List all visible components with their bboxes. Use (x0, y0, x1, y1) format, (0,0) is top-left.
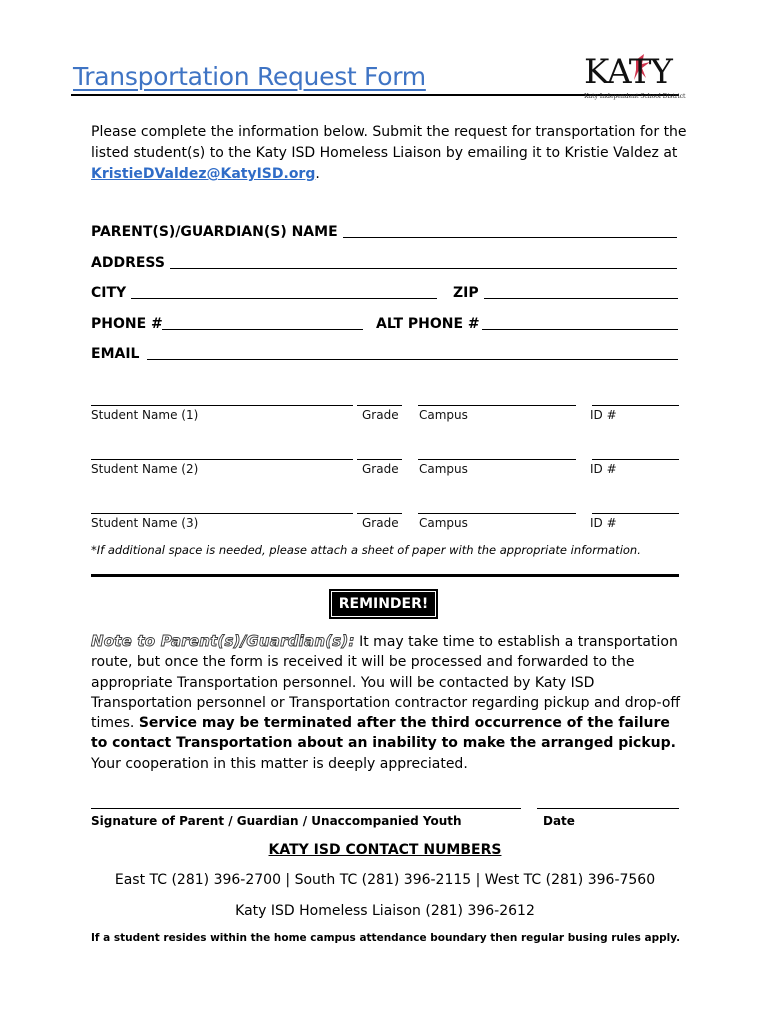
signature-label: Signature of Parent / Guardian / Unaccompanied Youth (91, 814, 462, 828)
logo-wordmark: KATY (584, 52, 672, 92)
homeless-liaison-number: Katy ISD Homeless Liaison (281) 396-2612 (235, 903, 535, 919)
student-name-2-label: Student Name (2) (91, 462, 199, 476)
alt-phone-label: ALT PHONE # (376, 316, 480, 332)
student-campus-1-label: Campus (419, 408, 468, 422)
student-grade-2-label: Grade (362, 462, 399, 476)
city-field[interactable] (131, 298, 437, 299)
note-paragraph (91, 631, 691, 774)
note-text-1: It may take time to establish a transportation route, but once the form is received it will be processed and forwarded to the appropriate Transportation personnel. You will be contacted by Katy ISD Transportation personnel or Transportation contractor regarding pickup and drop-off times. (91, 634, 681, 732)
student-id-3-label: ID # (590, 516, 617, 530)
phone-field[interactable] (162, 329, 363, 330)
student-campus-3-field[interactable] (418, 513, 576, 514)
student-grade-1-field[interactable] (357, 405, 402, 406)
contact-numbers-title (0, 842, 770, 858)
note-text-2: Your cooperation in this matter is deeply appreciated. (91, 755, 468, 772)
reminder-badge: REMINDER! (329, 589, 438, 619)
student-id-1-field[interactable] (592, 405, 679, 406)
student-campus-1-field[interactable] (418, 405, 576, 406)
parent-name-label: PARENT(S)/GUARDIAN(S) NAME (91, 224, 338, 240)
student-name-1-field[interactable] (91, 405, 353, 406)
intro-text: Please complete the information below. Submit the request for transportation for the listed student(s) to the Katy ISD Homeless Liaison by emailing it to Kristie Valdez at (91, 124, 687, 161)
city-label: CITY (91, 285, 127, 301)
busing-rules-note: If a student resides within the home campus attendance boundary then regular busing rules apply. (91, 932, 681, 944)
email-field[interactable] (147, 359, 678, 360)
parent-name-field[interactable] (343, 237, 677, 238)
student-id-2-field[interactable] (592, 459, 679, 460)
liaison-email-link[interactable]: KristieDValdez@KatyISD.org (91, 166, 316, 182)
student-name-1-label: Student Name (1) (91, 408, 199, 422)
additional-space-note: *If additional space is needed, please attach a sheet of paper with the appropriate information. (91, 543, 641, 557)
intro-end: . (315, 166, 320, 182)
address-field[interactable] (170, 268, 677, 269)
zip-field[interactable] (484, 298, 678, 299)
intro-paragraph (91, 122, 691, 185)
signature-field[interactable] (91, 808, 521, 809)
transportation-center-numbers: East TC (281) 396-2700 | South TC (281) 396-2115 | West TC (281) 396-7560 (114, 872, 656, 888)
note-heading: Note to Parent(s)/Guardian(s): (91, 632, 355, 650)
student-grade-3-field[interactable] (357, 513, 402, 514)
student-grade-1-label: Grade (362, 408, 399, 422)
student-name-2-field[interactable] (91, 459, 353, 460)
logo-subtitle: Katy Independent School District (584, 93, 686, 100)
student-campus-2-label: Campus (419, 462, 468, 476)
student-grade-3-label: Grade (362, 516, 399, 530)
student-campus-3-label: Campus (419, 516, 468, 530)
date-field[interactable] (537, 808, 679, 809)
student-id-3-field[interactable] (592, 513, 679, 514)
student-id-2-label: ID # (590, 462, 617, 476)
student-id-1-label: ID # (590, 408, 617, 422)
zip-label: ZIP (453, 285, 479, 301)
phone-label: PHONE # (91, 316, 163, 332)
student-name-3-field[interactable] (91, 513, 353, 514)
katy-isd-logo (584, 52, 686, 102)
contact-numbers-title-text: KATY ISD CONTACT NUMBERS (268, 842, 502, 858)
form-title: Transportation Request Form (73, 62, 426, 91)
date-label: Date (543, 814, 575, 828)
alt-phone-field[interactable] (482, 329, 678, 330)
section-divider (91, 574, 679, 577)
student-grade-2-field[interactable] (357, 459, 402, 460)
address-label: ADDRESS (91, 255, 165, 271)
student-campus-2-field[interactable] (418, 459, 576, 460)
email-label: EMAIL (91, 346, 140, 362)
student-name-3-label: Student Name (3) (91, 516, 199, 530)
note-warning-bold: Service may be terminated after the third occurrence of the failure to contact Transportation about an inability to make the arranged pickup. (91, 715, 676, 752)
